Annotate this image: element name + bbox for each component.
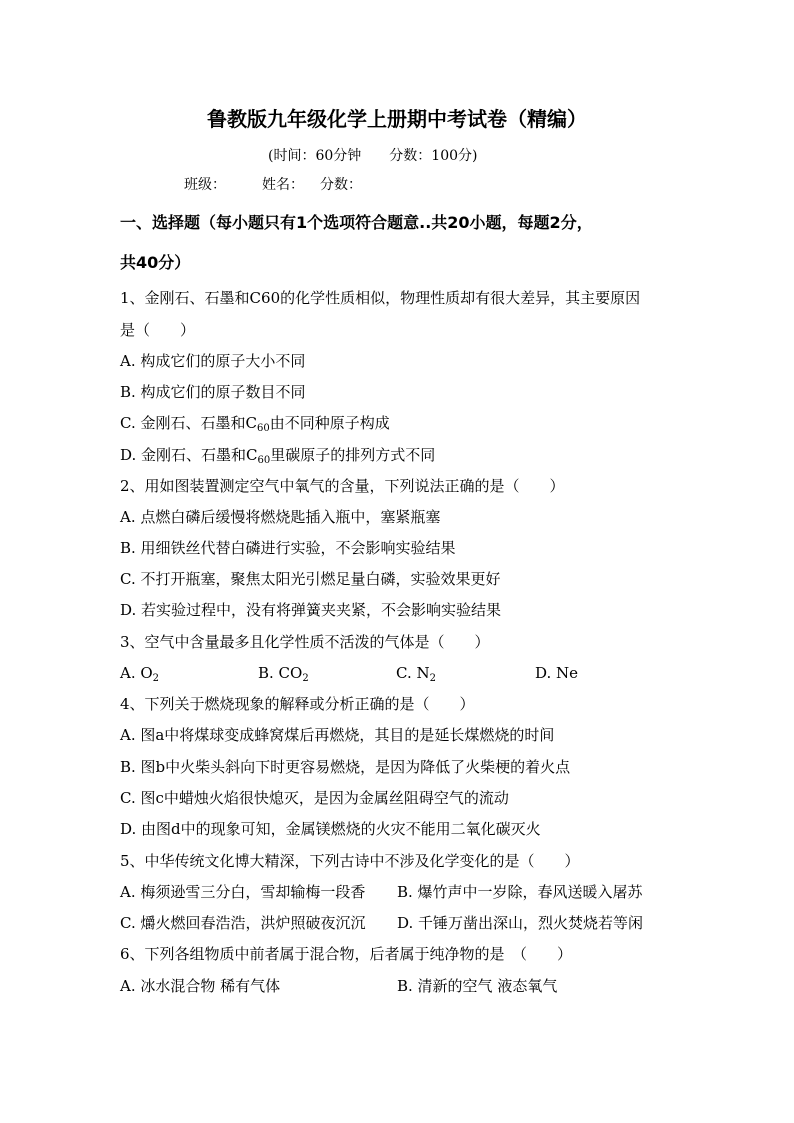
q2-option-c: C. 不打开瓶塞，聚焦太阳光引燃足量白磷，实验效果更好 (120, 570, 501, 588)
exam-time-score (268, 146, 477, 166)
score-label: 分数： (320, 177, 362, 193)
q3-option-b (258, 663, 396, 683)
q1-option-c (120, 413, 390, 433)
page-title: 鲁教版九年级化学上册期中考试卷（精编） (207, 107, 587, 131)
section-heading-line1: 一、选择题（每小题只有1个选项符合题意..共20小题，每题2分， (120, 213, 593, 232)
q4-option-d: D. 由图d中的现象可知，金属镁燃烧的火灾不能用二氧化碳灭火 (120, 820, 541, 838)
q3-option-b-subscript: 2 (302, 673, 309, 684)
q6-option-b: B. 清新的空气 液态氧气 (397, 977, 558, 995)
q6-option-a: A. 冰水混合物 稀有气体 (120, 977, 281, 995)
q1-option-c-text: C. 金刚石、石墨和C (120, 414, 257, 432)
q3-option-c-text: C. N (396, 664, 430, 682)
q3-options (120, 663, 578, 683)
q3-option-c (396, 663, 535, 683)
exam-time: (时间：60分钟 (268, 148, 362, 164)
q3-option-a-subscript: 2 (152, 673, 160, 684)
q2-option-d: D. 若实验过程中，没有将弹簧夹夹紧，不会影响实验结果 (120, 601, 502, 619)
q5-options-row2 (120, 913, 643, 933)
q1-stem-line1: 1、金刚石、石墨和C60的化学性质相似，物理性质却有很大差异，其主要原因 (120, 289, 641, 307)
q5-option-b: B. 爆竹声中一岁除，春风送暖入屠苏 (397, 883, 643, 901)
q3-option-d: D. Ne (535, 664, 579, 682)
q4-option-a: A. 图a中将煤球变成蜂窝煤后再燃烧，其目的是延长煤燃烧的时间 (120, 726, 555, 744)
q4-stem: 4、下列关于燃烧现象的解释或分析正确的是（ ） (120, 695, 475, 713)
q5-stem: 5、中华传统文化博大精深，下列古诗中不涉及化学变化的是（ ） (120, 852, 580, 870)
q1-option-c-suffix: 由不同种原子构成 (269, 414, 390, 432)
q3-option-a (120, 663, 258, 683)
q1-stem-line2: 是（ ） (120, 321, 196, 339)
q1-option-d-subscript: 60 (257, 455, 271, 466)
q2-option-a: A. 点燃白磷后缓慢将燃烧匙插入瓶中，塞紧瓶塞 (120, 508, 441, 526)
q6-stem: 6、下列各组物质中前者属于混合物，后者属于纯净物的是 （ ） (120, 945, 573, 963)
exam-total-score: 分数：100分) (389, 148, 478, 164)
q1-option-d (120, 445, 435, 465)
q3-option-c-subscript: 2 (429, 673, 436, 684)
student-info (184, 175, 362, 195)
q1-option-c-subscript: 60 (256, 423, 270, 434)
name-label: 姓名： (262, 177, 304, 193)
q3-option-a-text: A. O (120, 664, 153, 682)
q5-options-row1 (120, 882, 643, 902)
q1-option-a: A. 构成它们的原子大小不同 (120, 352, 306, 370)
q1-option-b: B. 构成它们的原子数目不同 (120, 383, 306, 401)
q4-option-b: B. 图b中火柴头斜向下时更容易燃烧，是因为降低了火柴梗的着火点 (120, 758, 571, 776)
q3-option-b-text: B. CO (258, 664, 303, 682)
q6-options-row1 (120, 976, 557, 996)
q2-stem: 2、用如图装置测定空气中氧气的含量，下列说法正确的是（ ） (120, 477, 565, 495)
q5-option-c: C. 爝火燃回春浩浩，洪炉照破夜沉沉 (120, 914, 366, 932)
q5-option-d: D. 千锤万凿出深山，烈火焚烧若等闲 (397, 914, 644, 932)
q5-option-a: A. 梅须逊雪三分白，雪却输梅一段香 (120, 883, 366, 901)
section-heading-line2: 共40分） (120, 253, 191, 272)
q3-stem: 3、空气中含量最多且化学性质不活泼的气体是（ ） (120, 633, 490, 651)
q4-option-c: C. 图c中蜡烛火焰很快熄灭，是因为金属丝阻碍空气的流动 (120, 789, 509, 807)
q1-option-d-suffix: 里碳原子的排列方式不同 (270, 446, 436, 464)
q2-option-b: B. 用细铁丝代替白磷进行实验，不会影响实验结果 (120, 539, 456, 557)
class-label: 班级： (184, 177, 226, 193)
q1-option-d-text: D. 金刚石、石墨和C (120, 446, 258, 464)
